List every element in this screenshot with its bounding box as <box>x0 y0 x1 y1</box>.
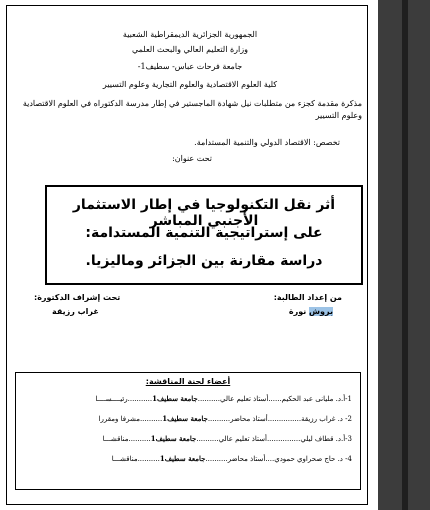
thesis-title-line3: دراسة مقارنة بين الجزائر وماليزيا. <box>85 253 323 269</box>
member-role: ...........رئيــــســــا <box>95 395 153 403</box>
student-name <box>289 307 333 316</box>
member-number: 2- <box>345 415 352 423</box>
header-university: جامعة فرحات عباس- سطيف1- <box>137 62 243 71</box>
committee-member-row <box>26 394 352 403</box>
supervisor-label: تحت إشراف الدكتورة: <box>34 293 121 302</box>
member-name: أ.د. مليانى عبد الحكيم...... <box>268 395 346 403</box>
committee-box <box>15 372 361 490</box>
member-number: 4- <box>345 455 352 463</box>
committee-member-row <box>26 434 352 443</box>
member-rank: أستاذ تعليم عالي.......... <box>197 395 269 403</box>
member-university: جامعة سطيف1 <box>162 414 208 423</box>
student-name-highlight: بروش <box>309 307 333 316</box>
member-role: ..........مناقشـــا <box>102 435 151 443</box>
member-rank: أستاذ محاضر.......... <box>205 455 266 463</box>
header-ministry: وزارة التعليم العالي والبحث العلمي <box>132 45 248 54</box>
student-label: من إعداد الطالبة: <box>273 293 342 302</box>
committee-title: أعضاء لجنة المناقشة: <box>145 377 231 386</box>
thesis-purpose: مذكرة مقدمة كجزء من متطلبات نيل شهادة الماجستير في إطار مدرسة الدكتوراه في العلوم الاقتصادية وعلوم التسيير <box>22 99 362 120</box>
member-university: جامعة سطيف1 <box>152 394 198 403</box>
thesis-title-box <box>45 185 363 285</box>
header-faculty: كلية العلوم الاقتصادية والعلوم التجارية وعلوم التسيير <box>102 80 278 89</box>
member-university: جامعة سطيف1 <box>159 454 206 463</box>
member-name: د. غراب رزيقة............... <box>267 415 346 423</box>
supervisor-name: غراب رزيقة <box>52 307 99 316</box>
member-number: 3- <box>345 435 352 443</box>
specialty: تخصص: الاقتصاد الدولي والتنمية المستدامة. <box>194 138 340 147</box>
member-role: ..........مشرفا ومقررا <box>98 415 163 423</box>
committee-member-row <box>26 414 352 423</box>
vertical-scrollbar[interactable] <box>402 0 408 510</box>
thesis-title-line2: على إستراتيجية التنمية المستدامة: <box>85 225 323 241</box>
member-number: 1- <box>345 395 352 403</box>
member-name: أ.د. قطاف ليلي............... <box>266 435 346 443</box>
member-university: جامعة سطيف1 <box>150 434 197 443</box>
thesis-title-line1: أثر نقل التكنولوجيا في إطار الاستثمار الأجنبي المباشر <box>72 197 336 229</box>
member-role: ..........مناقشـــا <box>111 455 160 463</box>
header-republic: الجمهورية الجزائرية الديمقراطية الشعبية <box>122 30 258 39</box>
committee-member-row <box>26 454 352 463</box>
under-title-label: تحت عنوان: <box>172 154 212 163</box>
member-rank: أستاذ تعليم عالي.......... <box>196 435 267 443</box>
member-rank: أستاذ محاضر.......... <box>207 415 268 423</box>
member-name: د. حاج صحراوي حمودي.... <box>265 455 346 463</box>
student-name-rest: نورة <box>288 307 309 316</box>
